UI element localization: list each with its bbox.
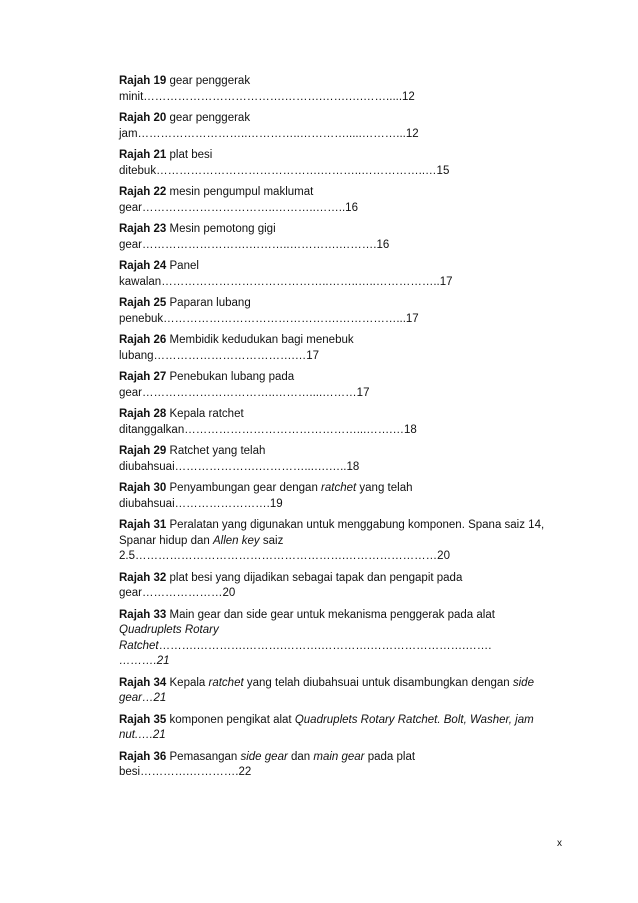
figure-label: Rajah 23 <box>119 223 167 235</box>
toc-entry-line <box>119 549 565 565</box>
toc-entry-line <box>119 654 565 670</box>
toc-entry-line <box>119 386 565 402</box>
entry-text: Spanar hidup dan <box>119 534 213 547</box>
entry-text: minit……………………………….……….…….….…….....12 <box>119 90 415 103</box>
toc-entry <box>119 676 565 707</box>
figure-label: Rajah 33 <box>119 608 167 621</box>
figure-label: Rajah 25 <box>119 297 167 309</box>
entry-text: dan <box>287 750 314 763</box>
toc-entry-line <box>119 460 565 476</box>
entry-text: Penyambungan gear dengan <box>166 482 322 494</box>
figure-label: Rajah 35 <box>119 713 167 726</box>
entry-text: Quadruplets Rotary <box>119 624 219 636</box>
entry-text: yang telah <box>356 482 413 494</box>
entry-text: .21 <box>153 655 170 667</box>
figure-label: Rajah 30 <box>119 482 167 494</box>
toc-entry-line <box>119 111 565 127</box>
toc-entry-line <box>119 676 565 692</box>
entry-text: yang telah diubahsuai untuk disambungkan dengan <box>243 676 513 689</box>
toc-entry-line <box>119 185 565 201</box>
toc-entry <box>119 333 565 364</box>
entry-text: side <box>512 676 534 689</box>
toc-entry-line <box>119 750 565 766</box>
toc-entry-line <box>119 333 565 349</box>
entry-text: diubahsuai………………….…………...….…..18 <box>119 460 360 473</box>
toc-entry <box>119 713 565 744</box>
entry-text: ……….………….……….……….………….…………………….……. <box>158 639 492 652</box>
entry-text: Kepala <box>166 676 209 689</box>
toc-entry <box>119 370 565 401</box>
toc-entry-line <box>119 201 565 217</box>
entry-text: gear penggerak <box>166 112 251 124</box>
entry-text: Penebukan lubang pada <box>166 371 295 383</box>
toc-entry-line <box>119 312 565 328</box>
entry-text: pada plat <box>364 750 416 763</box>
figure-label: Rajah 19 <box>119 75 167 87</box>
figure-label: Rajah 26 <box>119 334 167 346</box>
toc-entry <box>119 185 565 216</box>
entry-text: Pemasangan <box>166 750 241 763</box>
entry-text: ditebuk…………………………………….………..……………..…15 <box>119 164 450 177</box>
toc-entry-line <box>119 423 565 439</box>
entry-text: ratchet <box>208 676 244 689</box>
entry-text: gear……………………….………..………….……….16 <box>119 238 390 251</box>
entry-text: Kepala ratchet <box>166 408 244 420</box>
entry-text: plat besi yang dijadikan sebagai tapak dan pengapit pada <box>166 571 463 584</box>
toc-entry <box>119 296 565 327</box>
toc-entry-line <box>119 148 565 164</box>
toc-entry-line <box>119 639 565 655</box>
toc-entry <box>119 259 565 290</box>
toc-entry-line <box>119 349 565 365</box>
entry-text: kawalan……………………………………..……..…..……………..17 <box>119 275 453 288</box>
figure-label: Rajah 20 <box>119 112 167 124</box>
entry-text: jam………………………..…………..………….....………...12 <box>119 127 419 140</box>
entry-text: ditanggalkan………………………………………...…….…18 <box>119 423 417 436</box>
entry-text: komponen pengikat alat <box>166 713 295 726</box>
toc-entry-line <box>119 623 565 639</box>
toc-entry-line <box>119 90 565 106</box>
entry-text: Peralatan yang digunakan untuk menggabung komponen. Spana saiz 14, <box>166 519 545 531</box>
toc-entry-line <box>119 296 565 312</box>
entry-text: ratchet <box>321 482 357 494</box>
entry-text: penebuk……………………………………….……………...17 <box>119 312 419 325</box>
entry-text: nut.….21 <box>119 729 166 741</box>
figure-label: Rajah 21 <box>119 149 167 161</box>
figure-label: Rajah 22 <box>119 186 167 198</box>
figure-label: Rajah 28 <box>119 408 167 420</box>
figure-label: Rajah 24 <box>119 260 167 272</box>
entry-text: besi………….………….22 <box>119 766 252 778</box>
toc-entry <box>119 481 565 512</box>
toc-entry-line <box>119 497 565 513</box>
toc-entry-line <box>119 586 565 602</box>
toc-entry-line <box>119 728 565 744</box>
entry-text: Allen key <box>213 534 260 547</box>
toc-entry-line <box>119 222 565 238</box>
toc-entry-line <box>119 238 565 254</box>
toc-entry <box>119 407 565 438</box>
entry-text: diubahsuai…………………….19 <box>119 497 283 510</box>
entry-text: plat besi <box>166 149 213 161</box>
entry-text: gear…21 <box>119 692 167 704</box>
toc-entry-line <box>119 259 565 275</box>
toc-entry <box>119 74 565 105</box>
toc-entry-line <box>119 571 565 587</box>
figure-label: Rajah 31 <box>119 519 167 531</box>
toc-entry-line <box>119 691 565 707</box>
toc-entry <box>119 148 565 179</box>
entry-text: Quadruplets Rotary Ratchet. Bolt, Washer, jam <box>294 713 534 726</box>
toc-entry-line <box>119 444 565 460</box>
entry-text: Ratchet <box>119 639 159 652</box>
entry-text: gear…………………20 <box>119 587 236 599</box>
toc-entry-line <box>119 608 565 624</box>
toc-entry <box>119 608 565 670</box>
figure-label: Rajah 34 <box>119 676 167 689</box>
toc-entry <box>119 444 565 475</box>
entry-text: main gear <box>313 750 365 763</box>
toc-entry-line <box>119 534 565 550</box>
figure-label: Rajah 36 <box>119 750 167 763</box>
entry-text: Main gear dan side gear untuk mekanisma penggerak pada alat <box>166 608 495 621</box>
toc-entry-line <box>119 481 565 497</box>
entry-text: ……… <box>119 655 154 667</box>
toc-entry-line <box>119 370 565 386</box>
toc-entry-line <box>119 518 565 534</box>
list-of-figures <box>119 74 565 787</box>
toc-entry-line <box>119 275 565 291</box>
toc-entry <box>119 518 565 565</box>
toc-entry-line <box>119 74 565 90</box>
entry-text: gear……………………………..………..……..16 <box>119 201 358 214</box>
entry-text: Membidik kedudukan bagi menebuk <box>166 334 354 346</box>
entry-text: side gear <box>240 750 288 763</box>
toc-entry <box>119 571 565 602</box>
page-number: x <box>557 838 562 849</box>
toc-entry-line <box>119 407 565 423</box>
toc-entry-line <box>119 765 565 781</box>
entry-text: Panel <box>166 260 199 272</box>
figure-label: Rajah 32 <box>119 571 167 584</box>
toc-entry <box>119 222 565 253</box>
entry-text: gear penggerak <box>166 75 251 87</box>
entry-text: mesin pengumpul maklumat <box>166 186 314 198</box>
entry-text: gear……………………………..………....………17 <box>119 386 370 399</box>
entry-text: Paparan lubang <box>166 297 251 309</box>
entry-text: Mesin pemotong gigi <box>166 223 276 235</box>
toc-entry-line <box>119 713 565 729</box>
toc-entry <box>119 111 565 142</box>
figure-label: Rajah 29 <box>119 445 167 457</box>
entry-text: Ratchet yang telah <box>166 445 266 457</box>
toc-entry-line <box>119 164 565 180</box>
entry-text: saiz <box>259 534 284 547</box>
entry-text: lubang……………………………….…17 <box>119 349 320 362</box>
toc-entry <box>119 750 565 781</box>
figure-label: Rajah 27 <box>119 371 167 383</box>
entry-text: 2.5……………………………………………….……………………20 <box>119 550 450 562</box>
toc-entry-line <box>119 127 565 143</box>
